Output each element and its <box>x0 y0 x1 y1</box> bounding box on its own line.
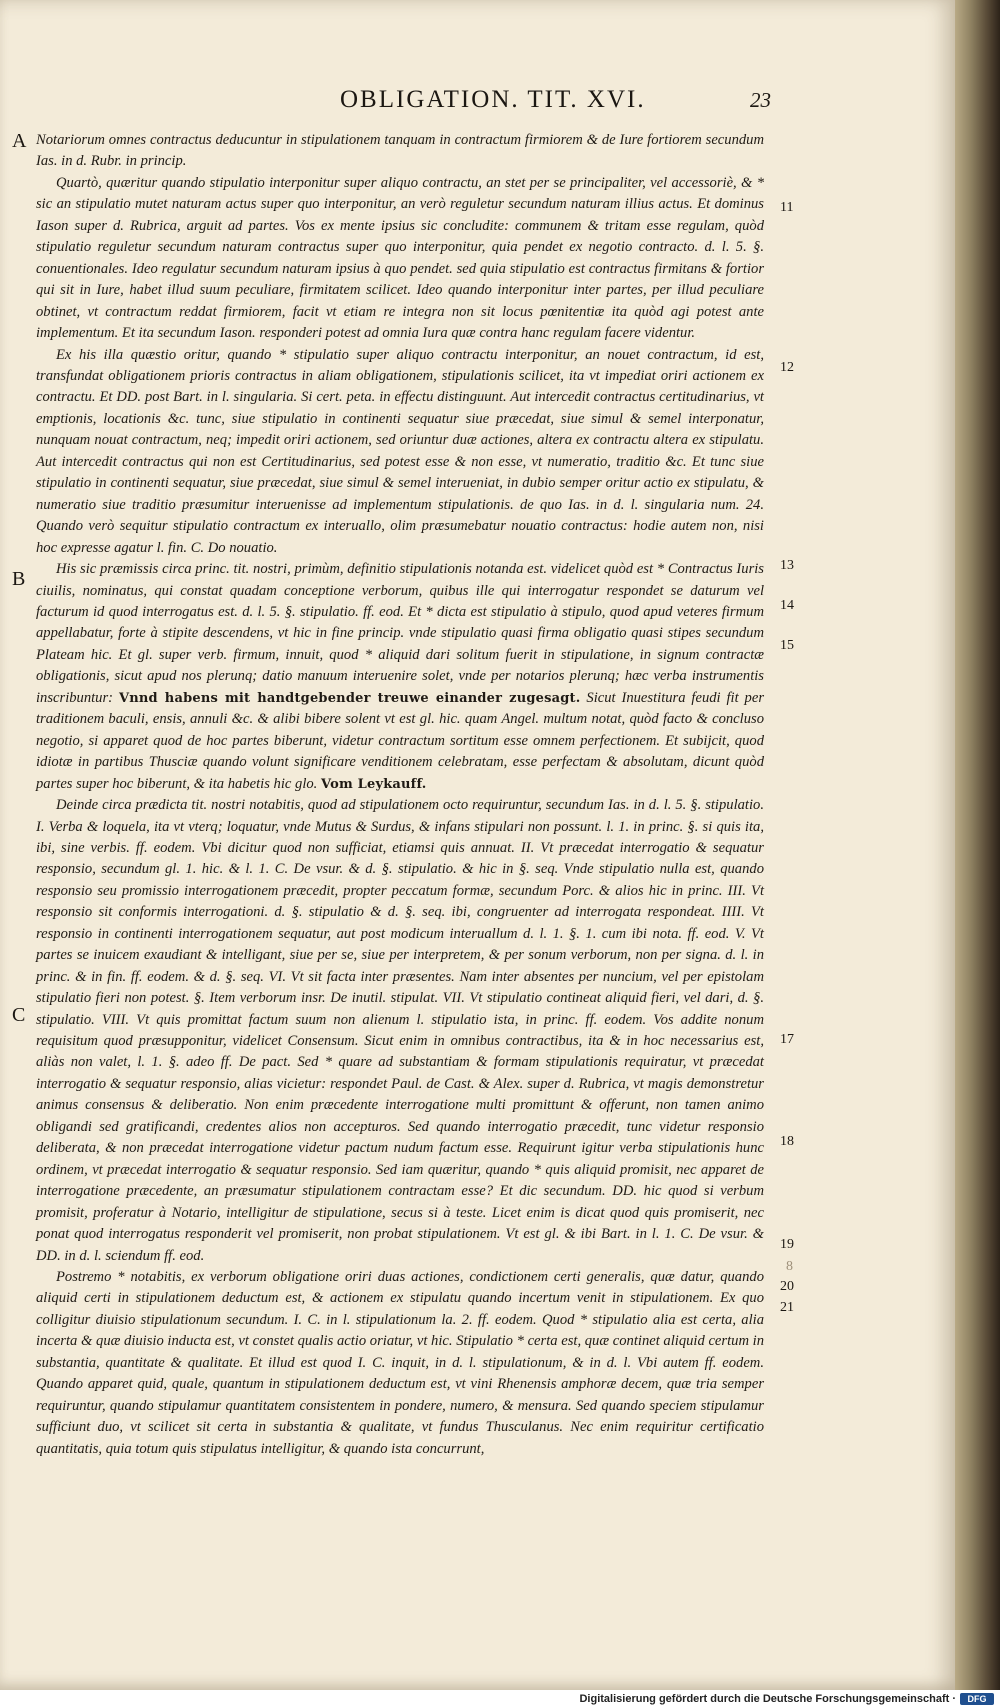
dfg-logo: DFG <box>960 1693 994 1705</box>
paragraph-1: Notariorum omnes contractus deducuntur in stipulationem tanquam in contractum firmiorem & de Iure fortiorem secundum Ias. in d. Rubr. in princip. <box>36 132 764 170</box>
margin-number-18: 18 <box>780 1134 794 1149</box>
margin-faint-note: 8 <box>786 1259 793 1274</box>
page-number: 23 <box>750 88 771 112</box>
running-title: OBLIGATION. TIT. XVI. <box>340 86 646 113</box>
margin-letter-b: B <box>12 568 26 590</box>
digitization-footer <box>0 1690 1000 1708</box>
book-fore-edge <box>955 0 1000 1708</box>
margin-number-13: 13 <box>780 558 794 573</box>
margin-number-19: 19 <box>780 1237 794 1252</box>
margin-number-15: 15 <box>780 638 794 653</box>
body-text <box>36 130 764 1460</box>
margin-number-14: 14 <box>780 598 794 613</box>
paragraph-4-part-a: His sic præmissis circa princ. tit. nostri, primùm, definitio stipulationis notanda est. videlicet quòd est * Contractus Iuris ciuilis, nominatus, qui constat quadam conceptione verborum, quibus ille qui interrogatur respondet se daturum vel facturum id quod interrogatus est. d. l. 5. §. stipulatio. ff. eod. Et * dicta est stipulatio à stipulo, quod apud veteres firmum appellabatur, forte à stipite descendens, vt hic in fine princip. vnde stipulatio quasi firma obligatio quasi stipes secundum Plateam hic. Et gl. super verb. firmum, innuit, quod * aliquid dari solitum fuerit in stipulatione, in signum contractæ obligationis, sicut apud nos plerunq; datio manuum interuenire solet, vnde per notarios plerunq; hæc verba instrumentis inscribuntur: <box>36 561 764 706</box>
margin-letter-a: A <box>12 130 27 152</box>
running-head <box>0 86 958 120</box>
paragraph-4-part-b: Sicut Inuestitura feudi fit per traditionem baculi, ensis, annuli &c. & alibi bibere solent vt est gl. hic. quam Angel. multum notat, quòd facto & concluso negotio, si apparet quod de hoc partes biberunt, videtur contractum sortitum esse omnem perfectionem. Et subijcit, quod idiotæ in partibus Thusciæ quando volunt significare venditionem celebratam, esse perfectam & absolutam, dicunt quòd partes super hoc biberunt, & ita habetis hic glo. <box>36 689 765 792</box>
paragraph-2: Quartò, quæritur quando stipulatio interponitur super aliquo contractu, an stet per se principaliter, vel accessoriè, & * sic an stipulatio mutet naturam actus super quo interponitur, an verò reguletur secundum naturam illius actus. Et dominus Iason super d. Rubrica, arguit ad partes. Vos ex mente ipsius sic concludite: communem & tritam esse regulam, quòd stipulatio reguletur secundum naturam contractus super quo interponitur, quia pendet ex negotio contracto. d. l. 5. §. conuentionales. Ideo regulatur secundum naturam ipsius à quo pendet. sed quia stipulatio est contractus firmitans & fortior qui sit in Iure, habet illud suum peculiare, firmitatem scilicet. Ideo quando interponitur inter partes, per illud peculiare obtinet, vt contractum reddat firmiorem, facit vt etiam re integra non sit locus pœnitentiæ ita quòd agi potest ante implementum. Et ita secundum Iason. responderi potest ad omnia Iura quæ contra hanc regulam facere videntur. <box>36 174 764 342</box>
german-phrase: Vnnd habens mit handtgebender treuwe einander zugesagt. <box>118 690 581 706</box>
margin-number-20: 20 <box>780 1279 794 1294</box>
margin-number-21: 21 <box>780 1300 794 1315</box>
footer-credit: Digitalisierung gefördert durch die Deutsche Forschungsgemeinschaft · <box>579 1693 956 1705</box>
margin-letter-c: C <box>12 1004 26 1026</box>
paragraph-5: Deinde circa prædicta tit. nostri notabitis, quod ad stipulationem octo requiruntur, secundum Ias. in d. l. 5. §. stipulatio. I. Verba & loquela, ita vt vterq; loquatur, vnde Mutus & Surdus, & infans stipulari non possunt. l. 1. in princ. §. si quis ita, ibi, sine verbis. ff. eodem. Vbi dicitur quod non sufficiat, etiamsi quis annuat. II. Vt præcedat interrogatio & sequatur responsio, secundum gl. 1. hic. & l. 1. C. De vsur. & d. §. stipulatio. & hic in §. seq. Vnde stipulatio nulla est, quando responsio seu promissio interrogationem præcedit, propter peccatum formæ, secundum Porc. & alios hic in princ. III. Vt responsio sit conformis interrogationi. d. §. stipulatio & d. §. seq. ibi, congruenter ad interrogata respondeat. IIII. Vt responsio in continenti interrogationem sequatur, aut post modicum interuallum d. l. 1. §. 1. cum ibi nota. ff. eod. V. Vt partes se inuicem exaudiant & intelligant, siue per se, siue per interpretem, & per sonum verborum, non per signa. d. l. in princ. & in fin. ff. eodem. & d. §. seq. VI. Vt sit facta inter præsentes. Nam inter absentes per nuncium, vel per epistolam stipulatio fieri non potest. §. Item verborum insr. De inutil. stipulat. VII. Vt stipulatio contineat aliquid fieri, vel dari, d. §. stipulatio. VIII. Vt quis promittat factum suum non alienum l. stipulatio ista, in princ. ff. eodem. Vos addite nonum requisitum quod præsupponitur, videlicet Consensum. Sicut enim in omnibus contractibus, ita & in hoc necessarius est, aliàs non valet, l. 1. §. adeo ff. De pact. Sed * quare ad substantiam & formam stipulationis requiratur, vt præcedat interrogatio & sequatur responsio, alias vicietur: respondet Paul. de Cast. & Alex. super d. Rubrica, vt magis demonstretur animus consensus & deliberatio. Non enim præcedente interrogatione multi promittunt & offerunt, non tamen animo obligandi sed gratificandi, credentes alios non accepturos. Sed quando interrogatio præcedit, tunc videtur responsio deliberata, & non præcedat interrogatione videtur pactum nudum factum esse. Requirunt igitur verba stipulationis hunc ordinem, vt præcedat interrogatio & sequatur responsio. Sed iam quæritur, quando * quis aliquid promisit, nec apparet de interrogatione præcedente, an præsumatur stipulationem contractam esse? Et dic secundum. DD. hic quod si verbum promisit, proferatur à Notario, intelligitur de stipulatione, secus si à teste. Licet enim is dicat quod quis promiserit, nec ponat quod interrogatus responderit vel promiserit, non probat stipulationem. Vt est gl. & ibi Bart. in l. 1. C. De vsur. & DD. in d. l. sciendum ff. eod. <box>36 797 764 1264</box>
margin-number-12: 12 <box>780 360 794 375</box>
paragraph-4 <box>36 559 764 795</box>
german-phrase-2: Vom Leykauff. <box>320 776 427 792</box>
paragraph-6: Postremo * notabitis, ex verborum obligatione oriri duas actiones, condictionem certi generalis, quæ datur, quando aliquid certi in stipulationem deductum est, & actionem ex stipulatu quando incertum venit in stipulationem. Ex quo colligitur diuisio stipulationum secundum. I. C. in l. stipulationum la. 2. ff. eodem. Quod * stipulatio alia est certa, alia incerta & quæ diuisio inducta est, vt constet qualis actio oriatur, vt hic. Stipulatio * certa est, quæ continet aliquid certum in substantia, quantitate & qualitate. Et illud est quod I. C. inquit, in d. l. stipulationum, & in d. l. Vbi autem ff. eodem. Quando apparet quid, quale, quantum in stipulationem deductum est, vt vini Rhenensis amphoræ decem, quæ tria semper requiruntur, quando stipulamur quantitatem consistentem in pondere, numero, & mensura. Sed quando speciem stipulamur sufficiunt duo, vt scilicet sit certa in substantia & qualitate, vt fundus Thusculanus. Nec enim requiritur certificatio quantitatis, quia totum quis stipulatus intelligitur, & quando ista concurrunt, <box>36 1269 764 1457</box>
paragraph-3: Ex his illa quæstio oritur, quando * stipulatio super aliquo contractu interponitur, an nouet contractum, id est, transfundat obligationem prioris contractus in aliam obligationem, stipulationis scilicet, ita vt impediat oriri actionem ex contractu. Et DD. post Bart. in l. singularia. Si cert. peta. in effectu distinguunt. Aut intercedit contractus certitudinarius, vt emptionis, locationis &c. tunc, siue stipulatio in continenti sequatur siue præcedat, siue simul & semel interponatur, nunquam nouat contractum, neq; impedit oriri actionem, sed oriuntur duæ actiones, altera ex contractu altera ex stipulatu. Aut intercedit contractus qui non est Certitudinarius, sed potest esse & non esse, vt numeratio, traditio &c. Et tunc siue stipulatio in continenti sequatur, siue præcedat, siue simul & semel interueniat, in dubio semper oritur actio ex stipulatu, & numeratio siue traditio præsumitur interuenisse ad implementum stipulationis. de quo Ias. in d. l. singularia num. 24. Quando verò sequitur stipulatio contractum ex interuallo, olim præsumebatur nouatio contractus: hodie autem non, nisi hoc expresse agatur l. fin. C. Do nouatio. <box>36 346 764 556</box>
margin-number-17: 17 <box>780 1032 794 1047</box>
margin-number-11: 11 <box>780 200 794 215</box>
